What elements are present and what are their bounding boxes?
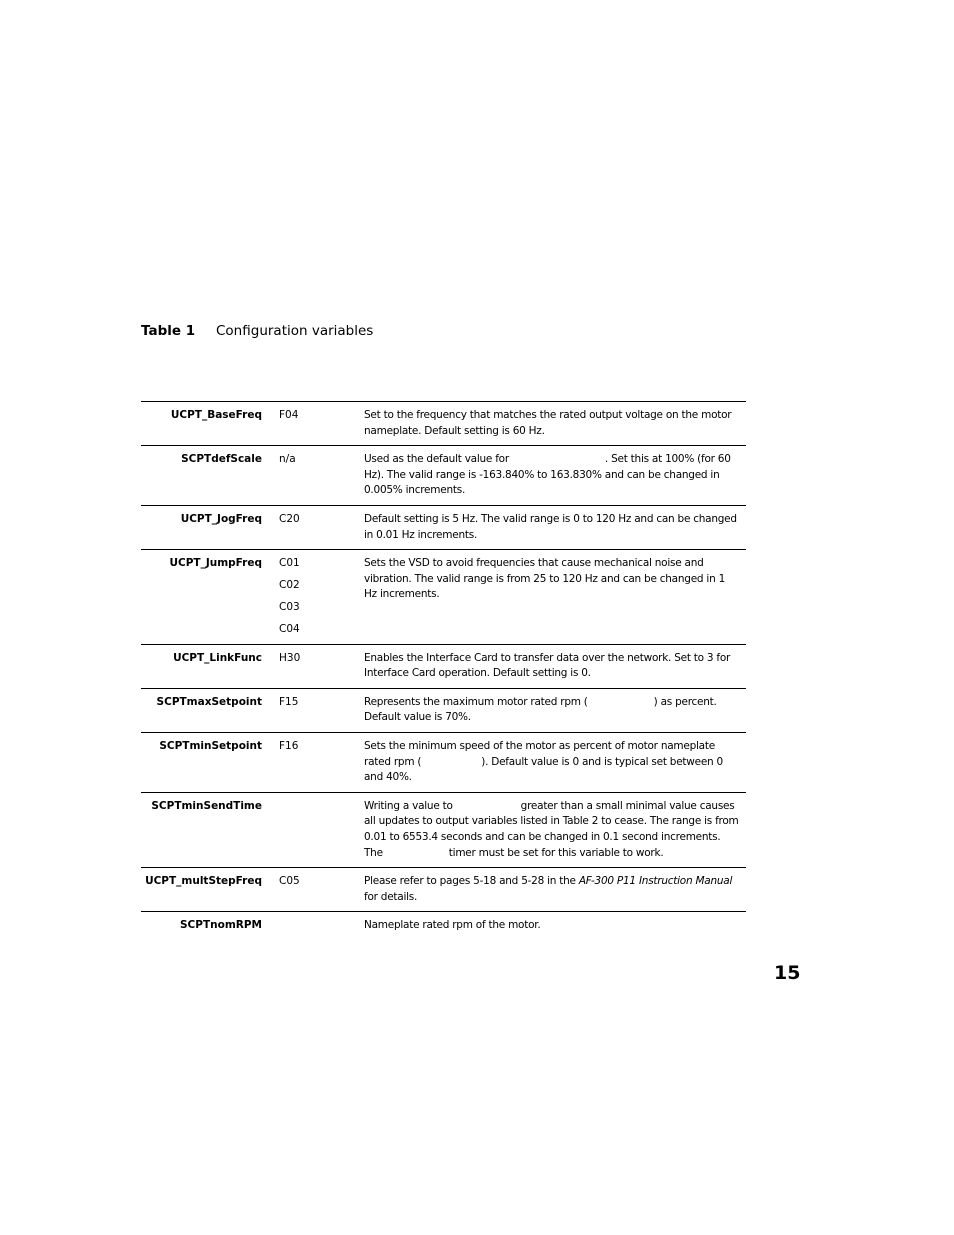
table-row	[141, 645, 746, 689]
description-text: Default setting is 5 Hz. The valid range is 0 to 120 Hz and can be changed in 0.01 Hz increments.	[364, 512, 737, 541]
parameter-code: C01	[279, 557, 300, 570]
description-text: Enables the Interface Card to transfer data over the network. Set to 3 for Interface Card operation. Default setting is 0.	[364, 651, 731, 680]
parameter-codes	[262, 556, 346, 638]
table-row	[141, 689, 746, 733]
parameter-codes	[262, 452, 346, 499]
parameter-code: C02	[279, 579, 300, 592]
table-caption	[141, 323, 373, 339]
parameter-codes	[262, 799, 346, 861]
description-text: ) as percent. Default value is 70%.	[364, 695, 717, 724]
configuration-variables-table	[141, 401, 746, 940]
table-caption-title: Configuration variables	[216, 323, 374, 339]
variable-description	[364, 695, 739, 726]
variable-name: SCPTminSetpoint	[159, 740, 262, 753]
variable-description	[364, 739, 739, 786]
description-text: Nameplate rated rpm of the motor.	[364, 919, 541, 932]
variable-name: SCPTdefScale	[181, 453, 262, 466]
table-row	[141, 506, 746, 550]
table-row	[141, 402, 746, 446]
parameter-code: C20	[279, 512, 300, 525]
parameter-codes	[262, 695, 346, 726]
manual-title: AF-300 P11 Instruction Manual	[578, 875, 733, 888]
description-text: Writing a value to	[364, 799, 453, 812]
parameter-code: F04	[279, 409, 299, 421]
variable-description	[364, 799, 739, 861]
table-row	[141, 446, 746, 506]
description-text: Set to the frequency that matches the rated output voltage on the motor nameplate. Default setting is 60 Hz.	[364, 409, 732, 437]
variable-name: SCPTnomRPM	[180, 919, 262, 932]
description-text: greater than a small minimal value causes all updates to output variables listed in Table 2 to cease. The range is from 0.01 to 6553.4 seconds and can be changed in 0.1 second increments. The	[364, 799, 739, 859]
parameter-code: n/a	[279, 453, 296, 466]
description-text: Sets the minimum speed of the motor as percent of motor nameplate rated rpm (	[364, 740, 715, 768]
parameter-code: F16	[279, 740, 299, 753]
parameter-code: F15	[279, 695, 299, 708]
table-row	[141, 912, 746, 940]
parameter-codes	[262, 918, 346, 934]
description-text: for details.	[364, 890, 418, 903]
variable-description	[364, 651, 739, 682]
variable-description	[364, 452, 739, 499]
description-text: Please refer to pages 5-18 and 5-28 in the	[364, 875, 576, 888]
variable-description	[364, 408, 739, 439]
parameter-code: C04	[279, 623, 300, 636]
variable-name: SCPTmaxSetpoint	[156, 695, 262, 708]
variable-description	[364, 512, 739, 543]
description-text: . Set this at 100% (for 60 Hz). The valid range is -163.840% to 163.830% and can be changed in 0.005% increments.	[364, 453, 731, 497]
table-row	[141, 733, 746, 793]
table-row	[141, 868, 746, 912]
parameter-code: C05	[279, 875, 300, 888]
description-text: Sets the VSD to avoid frequencies that cause mechanical noise and vibration. The valid range is from 25 to 120 Hz and can be changed in 1 Hz increments.	[364, 557, 725, 601]
parameter-code: C03	[279, 601, 300, 614]
variable-name: UCPT_multStepFreq	[145, 875, 262, 888]
description-text: ). Default value is 0 and is typical set between 0 and 40%.	[364, 755, 723, 784]
page-number: 15	[774, 962, 801, 984]
parameter-codes	[262, 651, 346, 682]
table-caption-label: Table 1	[141, 323, 196, 339]
variable-name: UCPT_BaseFreq	[170, 409, 262, 421]
variable-name: UCPT_JogFreq	[180, 512, 262, 525]
parameter-codes	[262, 874, 346, 905]
variable-description	[364, 918, 739, 934]
description-text: timer must be set for this variable to work.	[448, 846, 664, 859]
variable-description	[364, 874, 739, 905]
variable-description	[364, 556, 739, 638]
parameter-code: H30	[279, 651, 301, 664]
parameter-codes	[262, 739, 346, 786]
parameter-codes	[262, 408, 346, 439]
variable-name: UCPT_JumpFreq	[169, 557, 262, 570]
table-row	[141, 793, 746, 868]
parameter-codes	[262, 512, 346, 543]
variable-name: UCPT_LinkFunc	[173, 651, 262, 664]
description-text: Represents the maximum motor rated rpm (	[364, 695, 588, 708]
variable-name: SCPTminSendTime	[151, 799, 262, 812]
description-text: Used as the default value for	[364, 453, 509, 466]
table-row	[141, 550, 746, 645]
